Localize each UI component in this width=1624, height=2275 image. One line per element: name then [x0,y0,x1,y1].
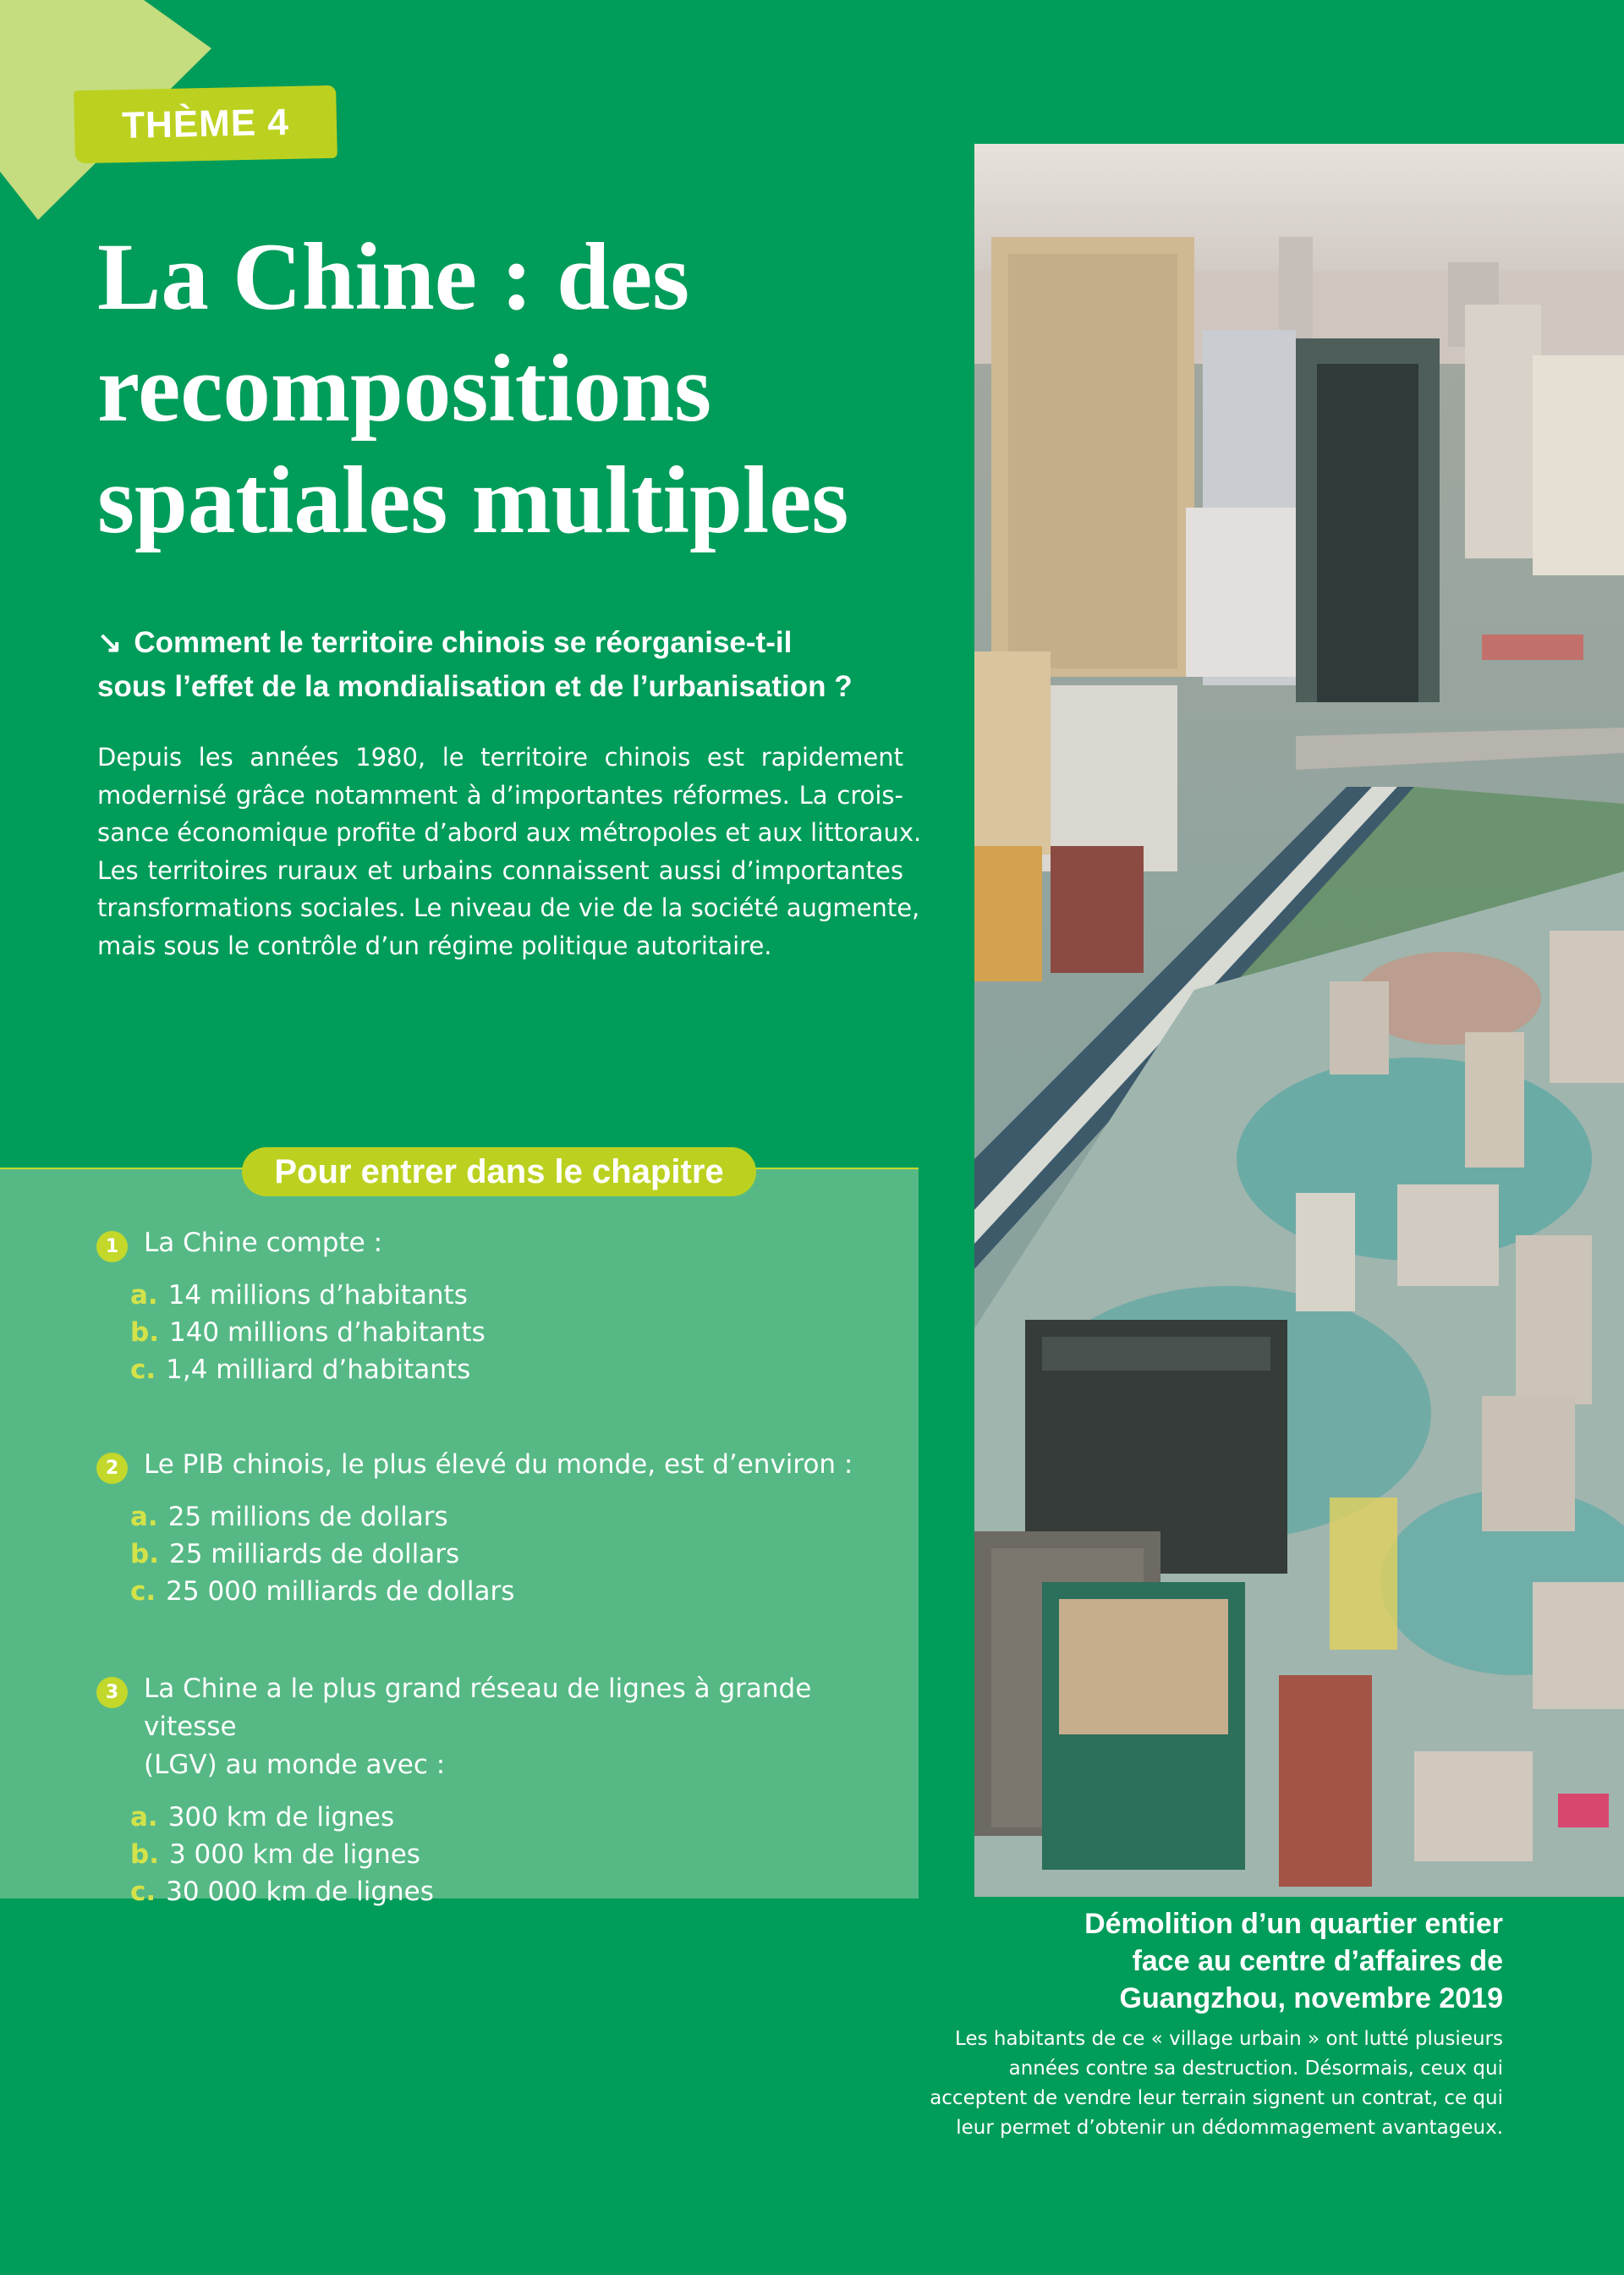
option-item [130,1277,908,1314]
option-text: 3 000 km de lignes [168,1839,420,1870]
quiz-question-1 [96,1224,908,1388]
title-line: La Chine : des [97,224,690,330]
question-text-line: La Chine a le plus grand réseau de lignes à grande vitesse [144,1673,812,1742]
photo-caption-text [860,2025,1503,2143]
option-text: 30 000 km de lignes [166,1877,434,1907]
intro-line: transformations sociales. Le niveau de vie de la société augmente, [97,893,920,922]
question-line-text: Comment le territoire chinois se réorganise-t-il [134,626,793,659]
option-item [130,1836,908,1873]
title-line: recompositions [97,336,712,442]
option-text: 140 millions d’habitants [168,1317,486,1348]
option-letter: b. [130,1317,159,1348]
intro-line: sance économique profite d’abord aux métropoles et aux littoraux. [97,818,922,847]
question-text [144,1670,908,1784]
options-list [130,1498,908,1610]
option-item [130,1498,908,1536]
title-line: spatiales multiples [97,448,849,553]
intro-line: Les territoires ruraux et urbains connaissent aussi d’importantes [97,855,903,885]
caption-title-line: Guangzhou, novembre 2019 [1119,1982,1503,2014]
question-number-badge: 2 [96,1453,128,1484]
theme-badge: THÈME 4 [74,85,337,163]
option-letter: a. [130,1502,158,1532]
question-number-badge: 3 [96,1677,128,1708]
option-text: 25 milliards de dollars [168,1539,460,1569]
option-item [130,1314,908,1351]
option-letter: b. [130,1539,159,1569]
option-letter: b. [130,1839,159,1870]
quiz-header: Pour entrer dans le chapitre [242,1147,756,1196]
question-text [144,1224,908,1262]
question-text-line: La Chine compte : [144,1228,383,1258]
caption-text-line: acceptent de vendre leur terrain signent un contrat, ce qui [930,2087,1503,2109]
question-line: sous l’effet de la mondialisation et de l’urbanisation ? [97,670,853,703]
photo-caption-title [911,1905,1503,2017]
options-list [130,1799,908,1910]
option-text: 25 millions de dollars [167,1502,448,1532]
option-item [130,1873,908,1910]
intro-line: Depuis les années 1980, le territoire chinois est rapidement [97,743,903,772]
question-number-badge: 1 [96,1231,128,1262]
quiz-question-2 [96,1446,908,1610]
intro-line: modernisé grâce notamment à d’importantes réformes. La crois- [97,780,903,810]
option-item [130,1351,908,1388]
intro-line: mais sous le contrôle d’un régime politique autoritaire. [97,931,772,960]
option-text: 300 km de lignes [167,1802,395,1833]
option-letter: a. [130,1802,158,1833]
arrow-down-right-icon: ↘ [97,626,123,659]
caption-text-line: Les habitants de ce « village urbain » ont lutté plusieurs [955,2028,1503,2050]
options-list [130,1277,908,1388]
caption-title-line: Démolition d’un quartier entier [1084,1908,1503,1940]
option-item [130,1573,908,1610]
option-text: 25 000 milliards de dollars [166,1576,515,1607]
option-letter: a. [130,1280,158,1311]
option-text: 1,4 milliard d’habitants [166,1355,471,1385]
question-text [144,1446,908,1484]
question-text-line: (LGV) au monde avec : [144,1750,446,1780]
caption-text-line: leur permet d’obtenir un dédommagement avantageux. [956,2117,1503,2139]
caption-text-line: années contre sa destruction. Désormais, ceux qui [1008,2058,1503,2080]
option-item [130,1799,908,1836]
option-letter: c. [130,1355,156,1385]
aerial-city-photo [974,144,1624,1897]
option-item [130,1536,908,1573]
option-text: 14 millions d’habitants [167,1280,468,1311]
problem-question [97,621,926,709]
option-letter: c. [130,1877,156,1907]
intro-paragraph [97,739,922,964]
caption-title-line: face au centre d’affaires de [1132,1945,1503,1977]
option-letter: c. [130,1576,156,1607]
page-title [97,222,943,557]
quiz-question-3 [96,1670,908,1910]
question-line [97,621,926,665]
question-text-line: Le PIB chinois, le plus élevé du monde, est d’environ : [144,1449,853,1480]
